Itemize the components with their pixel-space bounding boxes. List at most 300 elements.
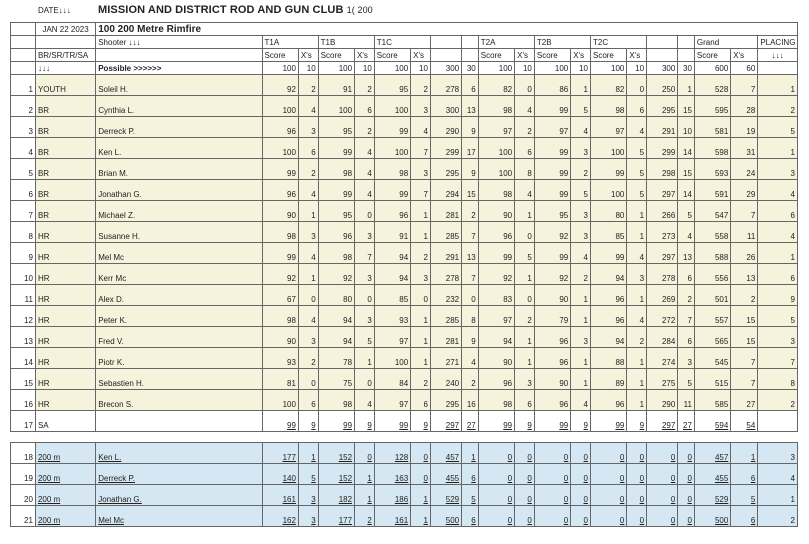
- separator-cell: [11, 432, 798, 443]
- score-cell: 128: [374, 443, 410, 464]
- score-cell: 275: [647, 369, 678, 390]
- xs-label: X's: [627, 49, 647, 62]
- score-label: Score: [262, 49, 298, 62]
- score-cell: 3: [298, 485, 318, 506]
- shooter-class: HR: [35, 327, 95, 348]
- score-cell: 232: [430, 285, 461, 306]
- score-cell: 2: [298, 348, 318, 369]
- score-cell: 7: [731, 348, 758, 369]
- score-cell: 6: [678, 264, 695, 285]
- score-cell: 5: [627, 159, 647, 180]
- score-cell: 96: [374, 201, 410, 222]
- score-cell: 97: [590, 117, 626, 138]
- score-cell: 11: [678, 390, 695, 411]
- score-cell: 99: [534, 138, 570, 159]
- shooter-name: Mel Mc: [96, 243, 262, 264]
- possible-label: Possible >>>>>>: [96, 62, 262, 75]
- score-cell: 1: [571, 348, 591, 369]
- score-cell: 6: [627, 96, 647, 117]
- score-cell: 92: [534, 264, 570, 285]
- placing-cell: 8: [758, 369, 798, 390]
- score-cell: 100: [374, 348, 410, 369]
- score-cell: 96: [590, 285, 626, 306]
- score-label: Score: [318, 49, 354, 62]
- score-cell: 3: [355, 306, 375, 327]
- score-cell: 94: [318, 327, 354, 348]
- score-cell: 299: [430, 138, 461, 159]
- score-cell: 100: [590, 180, 626, 201]
- score-cell: 99: [262, 243, 298, 264]
- shooter-class: BR: [35, 159, 95, 180]
- score-cell: 0: [647, 443, 678, 464]
- event-title-row: [11, 23, 798, 36]
- score-cell: 3: [298, 222, 318, 243]
- score-cell: 4: [627, 306, 647, 327]
- score-cell: 240: [430, 369, 461, 390]
- table-row: [11, 464, 798, 485]
- placing-cell: 3: [758, 327, 798, 348]
- score-cell: 96: [262, 117, 298, 138]
- table-row: [11, 75, 798, 96]
- score-cell: 98: [318, 390, 354, 411]
- score-cell: 177: [262, 443, 298, 464]
- possible-value: 10: [411, 62, 431, 75]
- score-cell: 594: [694, 411, 730, 432]
- row-number: 10: [11, 264, 36, 285]
- xs-label: X's: [355, 49, 375, 62]
- score-cell: 0: [571, 464, 591, 485]
- score-cell: 4: [462, 348, 479, 369]
- score-cell: 99: [318, 411, 354, 432]
- shooter-name: Jonathan G.: [96, 180, 262, 201]
- score-cell: 152: [318, 443, 354, 464]
- score-cell: 1: [298, 201, 318, 222]
- score-cell: 273: [647, 222, 678, 243]
- score-cell: 93: [262, 348, 298, 369]
- score-cell: 98: [262, 222, 298, 243]
- xs-label: X's: [411, 49, 431, 62]
- placing-cell: 2: [758, 506, 798, 527]
- score-cell: 0: [515, 506, 535, 527]
- score-cell: 0: [534, 485, 570, 506]
- possible-value: 100: [262, 62, 298, 75]
- score-cell: 1: [731, 443, 758, 464]
- score-cell: 0: [678, 443, 695, 464]
- score-cell: 291: [647, 117, 678, 138]
- placing-cell: 1: [758, 243, 798, 264]
- possible-value: 100: [374, 62, 410, 75]
- score-cell: 0: [571, 443, 591, 464]
- score-cell: 295: [647, 96, 678, 117]
- score-cell: 0: [678, 464, 695, 485]
- score-cell: 100: [590, 138, 626, 159]
- table-row: [11, 443, 798, 464]
- score-cell: 92: [262, 264, 298, 285]
- score-cell: 1: [515, 348, 535, 369]
- score-cell: 278: [430, 264, 461, 285]
- placing-cell: 5: [758, 117, 798, 138]
- score-cell: 0: [571, 485, 591, 506]
- score-cell: 27: [462, 411, 479, 432]
- score-cell: 9: [462, 327, 479, 348]
- score-cell: 2: [731, 285, 758, 306]
- score-cell: 5: [355, 327, 375, 348]
- placing-cell: 2: [758, 390, 798, 411]
- shooter-name: Brian M.: [96, 159, 262, 180]
- table-row: [11, 117, 798, 138]
- score-cell: 98: [318, 159, 354, 180]
- score-cell: 2: [411, 243, 431, 264]
- score-cell: 1: [355, 464, 375, 485]
- score-cell: 297: [647, 411, 678, 432]
- score-cell: 271: [430, 348, 461, 369]
- possible-value: 100: [534, 62, 570, 75]
- score-cell: 278: [647, 264, 678, 285]
- score-cell: 9: [462, 159, 479, 180]
- score-cell: 95: [318, 201, 354, 222]
- row-number: 7: [11, 201, 36, 222]
- score-cell: 290: [647, 390, 678, 411]
- score-cell: 294: [430, 180, 461, 201]
- shooter-class: HR: [35, 243, 95, 264]
- score-cell: 250: [647, 75, 678, 96]
- score-cell: 99: [534, 180, 570, 201]
- score-cell: 99: [478, 243, 514, 264]
- shooter-name: Derreck P.: [96, 464, 262, 485]
- row-number: 20: [11, 485, 36, 506]
- shooter-class: 200 m: [35, 443, 95, 464]
- score-cell: 95: [374, 75, 410, 96]
- score-label: Score: [478, 49, 514, 62]
- table-row: [11, 222, 798, 243]
- score-cell: 98: [262, 306, 298, 327]
- score-cell: 92: [534, 222, 570, 243]
- score-cell: 6: [298, 138, 318, 159]
- row-number: 11: [11, 285, 36, 306]
- score-cell: 9: [571, 411, 591, 432]
- score-cell: 97: [478, 306, 514, 327]
- score-cell: 99: [374, 117, 410, 138]
- score-cell: 1: [411, 327, 431, 348]
- possible-value: 30: [462, 62, 479, 75]
- score-cell: 1: [571, 369, 591, 390]
- row-number: 16: [11, 390, 36, 411]
- score-cell: 8: [515, 159, 535, 180]
- score-cell: 1: [411, 306, 431, 327]
- score-cell: 15: [678, 159, 695, 180]
- score-label: Score: [534, 49, 570, 62]
- shooter-class: SA: [35, 411, 95, 432]
- score-cell: 100: [478, 138, 514, 159]
- score-cell: 6: [515, 390, 535, 411]
- score-cell: 4: [298, 243, 318, 264]
- possible-value: 100: [478, 62, 514, 75]
- placing-cell: 1: [758, 485, 798, 506]
- score-cell: 4: [355, 180, 375, 201]
- shooter-class: BR: [35, 138, 95, 159]
- score-cell: 593: [694, 159, 730, 180]
- score-cell: 90: [478, 201, 514, 222]
- shooter-class: 200 m: [35, 506, 95, 527]
- possible-value: 10: [298, 62, 318, 75]
- shooter-name: Derreck P.: [96, 117, 262, 138]
- score-cell: 15: [462, 180, 479, 201]
- shooter-name: Fred V.: [96, 327, 262, 348]
- score-cell: 95: [318, 117, 354, 138]
- row-number: 13: [11, 327, 36, 348]
- placing-cell: 2: [758, 96, 798, 117]
- score-cell: 28: [731, 96, 758, 117]
- score-cell: 13: [678, 243, 695, 264]
- score-cell: 161: [262, 485, 298, 506]
- score-cell: 2: [355, 117, 375, 138]
- score-cell: 7: [462, 222, 479, 243]
- score-cell: 4: [571, 243, 591, 264]
- group-t1b: T1B: [318, 36, 374, 49]
- score-cell: 99: [590, 243, 626, 264]
- score-cell: 588: [694, 243, 730, 264]
- score-cell: 7: [411, 138, 431, 159]
- score-cell: 3: [298, 327, 318, 348]
- score-cell: 2: [411, 75, 431, 96]
- score-cell: 86: [534, 75, 570, 96]
- score-cell: 297: [647, 243, 678, 264]
- score-cell: 100: [318, 96, 354, 117]
- score-cell: 4: [355, 390, 375, 411]
- possible-value: 10: [515, 62, 535, 75]
- shooter-name: Piotr K.: [96, 348, 262, 369]
- score-cell: 6: [731, 464, 758, 485]
- group-t2c: T2C: [590, 36, 646, 49]
- score-cell: 501: [694, 285, 730, 306]
- score-cell: 285: [430, 306, 461, 327]
- row-number: 2: [11, 96, 36, 117]
- score-cell: 0: [590, 464, 626, 485]
- score-cell: 96: [262, 180, 298, 201]
- table-row: [11, 369, 798, 390]
- score-cell: 3: [298, 117, 318, 138]
- shooter-name: Brecon S.: [96, 390, 262, 411]
- shooter-name: Sebastien H.: [96, 369, 262, 390]
- table-row: [11, 485, 798, 506]
- score-cell: 67: [262, 285, 298, 306]
- row-number: 5: [11, 159, 36, 180]
- score-cell: 4: [355, 159, 375, 180]
- section-separator: [11, 432, 798, 443]
- score-cell: 2: [515, 117, 535, 138]
- table-row: [11, 201, 798, 222]
- placing-cell: 9: [758, 285, 798, 306]
- score-cell: 7: [731, 201, 758, 222]
- score-cell: 4: [571, 390, 591, 411]
- score-cell: 19: [731, 117, 758, 138]
- score-cell: 97: [534, 117, 570, 138]
- score-cell: 78: [318, 348, 354, 369]
- row-number: 9: [11, 243, 36, 264]
- score-cell: 9: [355, 411, 375, 432]
- score-label: Score: [694, 49, 730, 62]
- table-row: [11, 159, 798, 180]
- score-cell: 0: [534, 506, 570, 527]
- score-cell: 1: [515, 264, 535, 285]
- placing-cell: 6: [758, 201, 798, 222]
- possible-value: 300: [647, 62, 678, 75]
- score-cell: 5: [298, 464, 318, 485]
- row-number: 1: [11, 75, 36, 96]
- score-cell: 2: [355, 75, 375, 96]
- score-cell: 98: [590, 96, 626, 117]
- score-cell: 8: [462, 306, 479, 327]
- table-row: [11, 264, 798, 285]
- score-cell: 0: [627, 443, 647, 464]
- score-cell: 6: [355, 96, 375, 117]
- score-cell: 94: [590, 264, 626, 285]
- score-cell: 9: [515, 411, 535, 432]
- group-t2a: T2A: [478, 36, 534, 49]
- score-cell: 5: [571, 96, 591, 117]
- table-row: [11, 411, 798, 432]
- score-cell: 1: [411, 201, 431, 222]
- score-cell: 1: [571, 75, 591, 96]
- score-cell: 5: [627, 138, 647, 159]
- row-number: 19: [11, 464, 36, 485]
- shooter-name: Alex D.: [96, 285, 262, 306]
- score-cell: 2: [678, 285, 695, 306]
- score-cell: 528: [694, 75, 730, 96]
- score-cell: 1: [411, 222, 431, 243]
- row-number: 4: [11, 138, 36, 159]
- score-cell: 100: [262, 96, 298, 117]
- score-cell: 5: [678, 369, 695, 390]
- score-cell: 3: [571, 138, 591, 159]
- score-cell: 5: [627, 180, 647, 201]
- score-cell: 0: [627, 485, 647, 506]
- score-cell: 99: [534, 159, 570, 180]
- score-cell: 5: [731, 485, 758, 506]
- table-row: [11, 327, 798, 348]
- score-cell: 92: [478, 264, 514, 285]
- sheet-header: [0, 0, 809, 22]
- score-cell: 298: [647, 159, 678, 180]
- date-label: DATE↓↓↓: [38, 6, 71, 15]
- score-cell: 7: [355, 243, 375, 264]
- score-cell: 82: [590, 75, 626, 96]
- score-cell: 96: [318, 222, 354, 243]
- score-cell: 5: [462, 485, 479, 506]
- shooter-class: HR: [35, 369, 95, 390]
- score-cell: 281: [430, 327, 461, 348]
- score-cell: 515: [694, 369, 730, 390]
- score-cell: 1: [411, 506, 431, 527]
- score-cell: 11: [731, 222, 758, 243]
- possible-value: 60: [731, 62, 758, 75]
- score-cell: 99: [590, 159, 626, 180]
- score-cell: 297: [647, 180, 678, 201]
- score-cell: 7: [678, 306, 695, 327]
- score-cell: 1: [627, 369, 647, 390]
- shooter-class: YOUTH: [35, 75, 95, 96]
- score-cell: 4: [298, 96, 318, 117]
- score-cell: 100: [262, 390, 298, 411]
- row-number: 8: [11, 222, 36, 243]
- score-cell: 96: [534, 327, 570, 348]
- score-cell: 500: [430, 506, 461, 527]
- table-row: [11, 96, 798, 117]
- shooter-class: HR: [35, 264, 95, 285]
- placing-arrows: ↓↓↓: [758, 49, 798, 62]
- score-cell: 1: [515, 327, 535, 348]
- xs-label: X's: [571, 49, 591, 62]
- score-cell: 295: [430, 390, 461, 411]
- score-cell: 1: [627, 201, 647, 222]
- score-cell: 1: [627, 285, 647, 306]
- score-cell: 1: [411, 485, 431, 506]
- event-date: JAN 22 2023: [35, 23, 95, 36]
- score-cell: 162: [262, 506, 298, 527]
- score-cell: 1: [298, 264, 318, 285]
- score-cell: 5: [515, 243, 535, 264]
- score-cell: 290: [430, 117, 461, 138]
- table-row: [11, 243, 798, 264]
- placing-cell: 4: [758, 180, 798, 201]
- score-cell: 90: [478, 348, 514, 369]
- score-cell: 98: [318, 243, 354, 264]
- score-cell: 2: [462, 201, 479, 222]
- score-cell: 285: [430, 222, 461, 243]
- group-header-row: [11, 36, 798, 49]
- score-cell: 6: [678, 327, 695, 348]
- score-cell: 556: [694, 264, 730, 285]
- score-cell: 26: [731, 243, 758, 264]
- score-cell: 1: [462, 443, 479, 464]
- score-cell: 0: [355, 285, 375, 306]
- score-cell: 91: [318, 75, 354, 96]
- score-cell: 161: [374, 506, 410, 527]
- group-t1c: T1C: [374, 36, 430, 49]
- score-cell: 3: [411, 159, 431, 180]
- shooter-class: BR: [35, 180, 95, 201]
- score-cell: 274: [647, 348, 678, 369]
- row-number: 17: [11, 411, 36, 432]
- score-cell: 291: [430, 243, 461, 264]
- score-cell: 0: [590, 485, 626, 506]
- score-cell: 0: [627, 75, 647, 96]
- score-cell: 0: [647, 464, 678, 485]
- shooter-name: Michael Z.: [96, 201, 262, 222]
- shooter-class: BR: [35, 201, 95, 222]
- score-label: Score: [374, 49, 410, 62]
- possible-value: 10: [627, 62, 647, 75]
- score-cell: 4: [355, 138, 375, 159]
- club-name: [98, 4, 373, 16]
- score-cell: 0: [534, 464, 570, 485]
- score-cell: 163: [374, 464, 410, 485]
- placing-cell: 7: [758, 348, 798, 369]
- score-cell: 99: [318, 138, 354, 159]
- score-cell: 1: [355, 348, 375, 369]
- score-cell: 547: [694, 201, 730, 222]
- row-number: 15: [11, 369, 36, 390]
- possible-row: [11, 62, 798, 75]
- score-cell: 1: [515, 201, 535, 222]
- score-cell: 0: [515, 485, 535, 506]
- score-cell: 96: [534, 348, 570, 369]
- score-cell: 27: [678, 411, 695, 432]
- score-cell: 0: [627, 464, 647, 485]
- score-cell: 99: [478, 411, 514, 432]
- score-cell: 94: [374, 243, 410, 264]
- score-cell: 3: [298, 506, 318, 527]
